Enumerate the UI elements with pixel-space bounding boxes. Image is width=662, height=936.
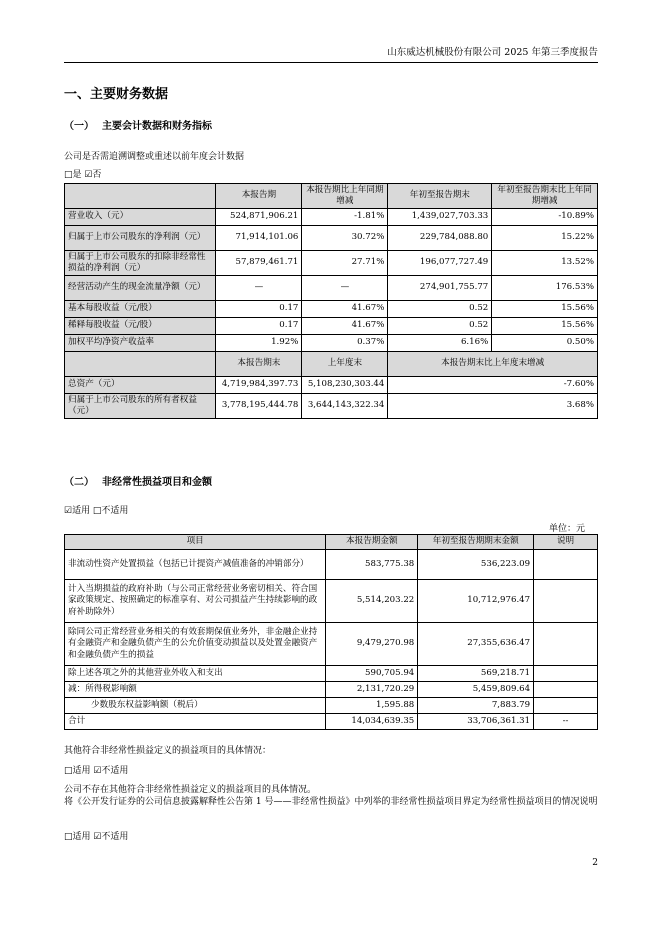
cell-value: 7,883.79 bbox=[418, 698, 534, 714]
table-row bbox=[65, 209, 598, 226]
cell-note bbox=[534, 666, 598, 682]
cell-value: 13.52% bbox=[492, 251, 598, 276]
cell-value: 5,459,809.64 bbox=[418, 682, 534, 698]
cell-value: 3.68% bbox=[388, 394, 598, 419]
cell-value: 4,719,984,397.73 bbox=[216, 377, 302, 394]
cell-value: -7.60% bbox=[388, 377, 598, 394]
other-items-choice: □适用 ☑不适用 bbox=[64, 766, 129, 776]
cell-value: 0.52 bbox=[388, 301, 492, 318]
header-cell: 本报告期金额 bbox=[326, 535, 418, 550]
cell-value: 57,879,461.71 bbox=[216, 251, 302, 276]
header-cell: 本报告期比上年同期增减 bbox=[302, 184, 388, 209]
cell-value: -10.89% bbox=[492, 209, 598, 226]
table-row bbox=[65, 394, 598, 419]
cell-value: 0.50% bbox=[492, 335, 598, 352]
cell-value: 71,914,101.06 bbox=[216, 226, 302, 251]
cell-value: 274,901,755.77 bbox=[388, 276, 492, 301]
restatement-choice: □是 ☑否 bbox=[64, 170, 102, 180]
cell-value: 33,706,361.31 bbox=[418, 714, 534, 730]
cell-value: 590,705.94 bbox=[326, 666, 418, 682]
header-cell: 年初至报告期末 bbox=[388, 184, 492, 209]
cell-value: -1.81% bbox=[302, 209, 388, 226]
cell-value: 196,077,727.49 bbox=[388, 251, 492, 276]
table-row bbox=[65, 580, 598, 623]
header-cell bbox=[65, 184, 216, 209]
cell-value: 229,784,088.80 bbox=[388, 226, 492, 251]
no-other-items-statement: 公司不存在其他符合非经常性损益定义的损益项目的具体情况。 bbox=[64, 785, 317, 795]
page-number: 2 bbox=[592, 858, 598, 868]
page-header bbox=[64, 42, 598, 63]
cell-value: 15.56% bbox=[492, 318, 598, 335]
cell-value: 176.53% bbox=[492, 276, 598, 301]
cell-note bbox=[534, 550, 598, 580]
header-cell: 说明 bbox=[534, 535, 598, 550]
restatement-question: 公司是否需追溯调整或重述以前年度会计数据 bbox=[64, 152, 245, 162]
item-name: 计入当期损益的政府补助（与公司正常经营业务密切相关、符合国家政策规定、按照确定的标准享有、对公司损益产生持续影响的政府补助除外） bbox=[65, 580, 326, 623]
cell-value: 569,218.71 bbox=[418, 666, 534, 682]
subsection-2-heading bbox=[64, 473, 212, 488]
subsection-1-number: （一） bbox=[64, 121, 94, 132]
row-label: 总资产（元） bbox=[65, 377, 216, 394]
cell-value: 0.17 bbox=[216, 318, 302, 335]
item-name: 少数股东权益影响额（税后） bbox=[65, 698, 326, 714]
report-title: 山东威达机械股份有限公司 2025 年第三季度报告 bbox=[387, 47, 598, 58]
table-row bbox=[65, 714, 598, 730]
item-name: 除同公司正常经营业务相关的有效套期保值业务外，非金融企业持有金融资产和金融负债产生的公允价值变动损益以及处置金融资产和金融负债产生的损益 bbox=[65, 623, 326, 666]
cell-value: 10,712,976.47 bbox=[418, 580, 534, 623]
cell-value: 1.92% bbox=[216, 335, 302, 352]
cell-value: 1,439,027,703.33 bbox=[388, 209, 492, 226]
cell-value: 15.56% bbox=[492, 301, 598, 318]
cell-value: 0.17 bbox=[216, 301, 302, 318]
cell-value: 583,775.38 bbox=[326, 550, 418, 580]
cell-value: 0.52 bbox=[388, 318, 492, 335]
cell-note bbox=[534, 623, 598, 666]
cell-value: 2,131,720.29 bbox=[326, 682, 418, 698]
item-name: 合计 bbox=[65, 714, 326, 730]
cell-value: 41.67% bbox=[302, 301, 388, 318]
table-row bbox=[65, 335, 598, 352]
subsection-2-number: （二） bbox=[64, 477, 94, 488]
cell-value: 536,223.09 bbox=[418, 550, 534, 580]
row-label: 归属于上市公司股东的扣除非经常性损益的净利润（元） bbox=[65, 251, 216, 276]
other-items-note: 其他符合非经常性损益定义的损益项目的具体情况： bbox=[64, 746, 272, 756]
header-cell: 上年度末 bbox=[302, 352, 388, 377]
table-row bbox=[65, 318, 598, 335]
cell-value: 6.16% bbox=[388, 335, 492, 352]
item-name: 减：所得税影响额 bbox=[65, 682, 326, 698]
cell-note bbox=[534, 580, 598, 623]
header-cell: 项目 bbox=[65, 535, 326, 550]
header-cell: 本报告期末比上年度末增减 bbox=[388, 352, 598, 377]
cell-value: 5,514,203.22 bbox=[326, 580, 418, 623]
cell-value: 30.72% bbox=[302, 226, 388, 251]
table-header-row bbox=[65, 184, 598, 209]
header-cell: 本报告期 bbox=[216, 184, 302, 209]
cell-value: 14,034,639.35 bbox=[326, 714, 418, 730]
row-label: 营业收入（元） bbox=[65, 209, 216, 226]
row-label: 经营活动产生的现金流量净额（元） bbox=[65, 276, 216, 301]
table-row bbox=[65, 698, 598, 714]
row-label: 稀释每股收益（元/股） bbox=[65, 318, 216, 335]
row-label: 加权平均净资产收益率 bbox=[65, 335, 216, 352]
table-row bbox=[65, 623, 598, 666]
header-cell: 年初至报告期期末金额 bbox=[418, 535, 534, 550]
cell-value: — bbox=[302, 276, 388, 301]
subsection-2-title: 非经常性损益项目和金额 bbox=[102, 477, 212, 488]
cell-value: 9,479,270.98 bbox=[326, 623, 418, 666]
table-header-row bbox=[65, 352, 598, 377]
cell-value: 524,871,906.21 bbox=[216, 209, 302, 226]
cell-value: 27.71% bbox=[302, 251, 388, 276]
cell-value: — bbox=[216, 276, 302, 301]
table-row bbox=[65, 226, 598, 251]
key-financial-table bbox=[64, 183, 598, 419]
table-row bbox=[65, 251, 598, 276]
section-title-main-financial-data: 一、主要财务数据 bbox=[64, 87, 169, 102]
cell-value: 41.67% bbox=[302, 318, 388, 335]
subsection-1-heading bbox=[64, 117, 212, 132]
cell-value: 3,778,195,444.78 bbox=[216, 394, 302, 419]
table-row bbox=[65, 682, 598, 698]
table-row bbox=[65, 666, 598, 682]
item-name: 除上述各项之外的其他营业外收入和支出 bbox=[65, 666, 326, 682]
cell-note bbox=[534, 698, 598, 714]
cell-value: 0.37% bbox=[302, 335, 388, 352]
header-cell: 本报告期末 bbox=[216, 352, 302, 377]
row-label: 归属于上市公司股东的净利润（元） bbox=[65, 226, 216, 251]
row-label: 基本每股收益（元/股） bbox=[65, 301, 216, 318]
cell-value: 5,108,230,303.44 bbox=[302, 377, 388, 394]
header-cell bbox=[65, 352, 216, 377]
cell-note bbox=[534, 682, 598, 698]
non-recurring-items-table bbox=[64, 534, 598, 730]
table-header-row bbox=[65, 535, 598, 550]
cell-note: -- bbox=[534, 714, 598, 730]
reclassification-note: 将《公开发行证券的公司信息披露解释性公告第 1 号——非经常性损益》中列举的非经常性损益项目界定为经常性损益项目的情况说明 bbox=[64, 797, 598, 807]
cell-value: 15.22% bbox=[492, 226, 598, 251]
table-row bbox=[65, 377, 598, 394]
subsection-1-title: 主要会计数据和财务指标 bbox=[102, 121, 212, 132]
applicability-choice: ☑适用 □不适用 bbox=[64, 506, 129, 516]
table-row bbox=[65, 550, 598, 580]
cell-value: 27,355,636.47 bbox=[418, 623, 534, 666]
item-name: 非流动性资产处置损益（包括已计提资产减值准备的冲销部分） bbox=[65, 550, 326, 580]
header-cell: 年初至报告期末比上年同期增减 bbox=[492, 184, 598, 209]
cell-value: 1,595.88 bbox=[326, 698, 418, 714]
table-row bbox=[65, 301, 598, 318]
reclassification-choice: □适用 ☑不适用 bbox=[64, 832, 129, 842]
unit-label: 单位：元 bbox=[549, 524, 586, 534]
table-row bbox=[65, 276, 598, 301]
cell-value: 3,644,143,322.34 bbox=[302, 394, 388, 419]
row-label: 归属于上市公司股东的所有者权益（元） bbox=[65, 394, 216, 419]
